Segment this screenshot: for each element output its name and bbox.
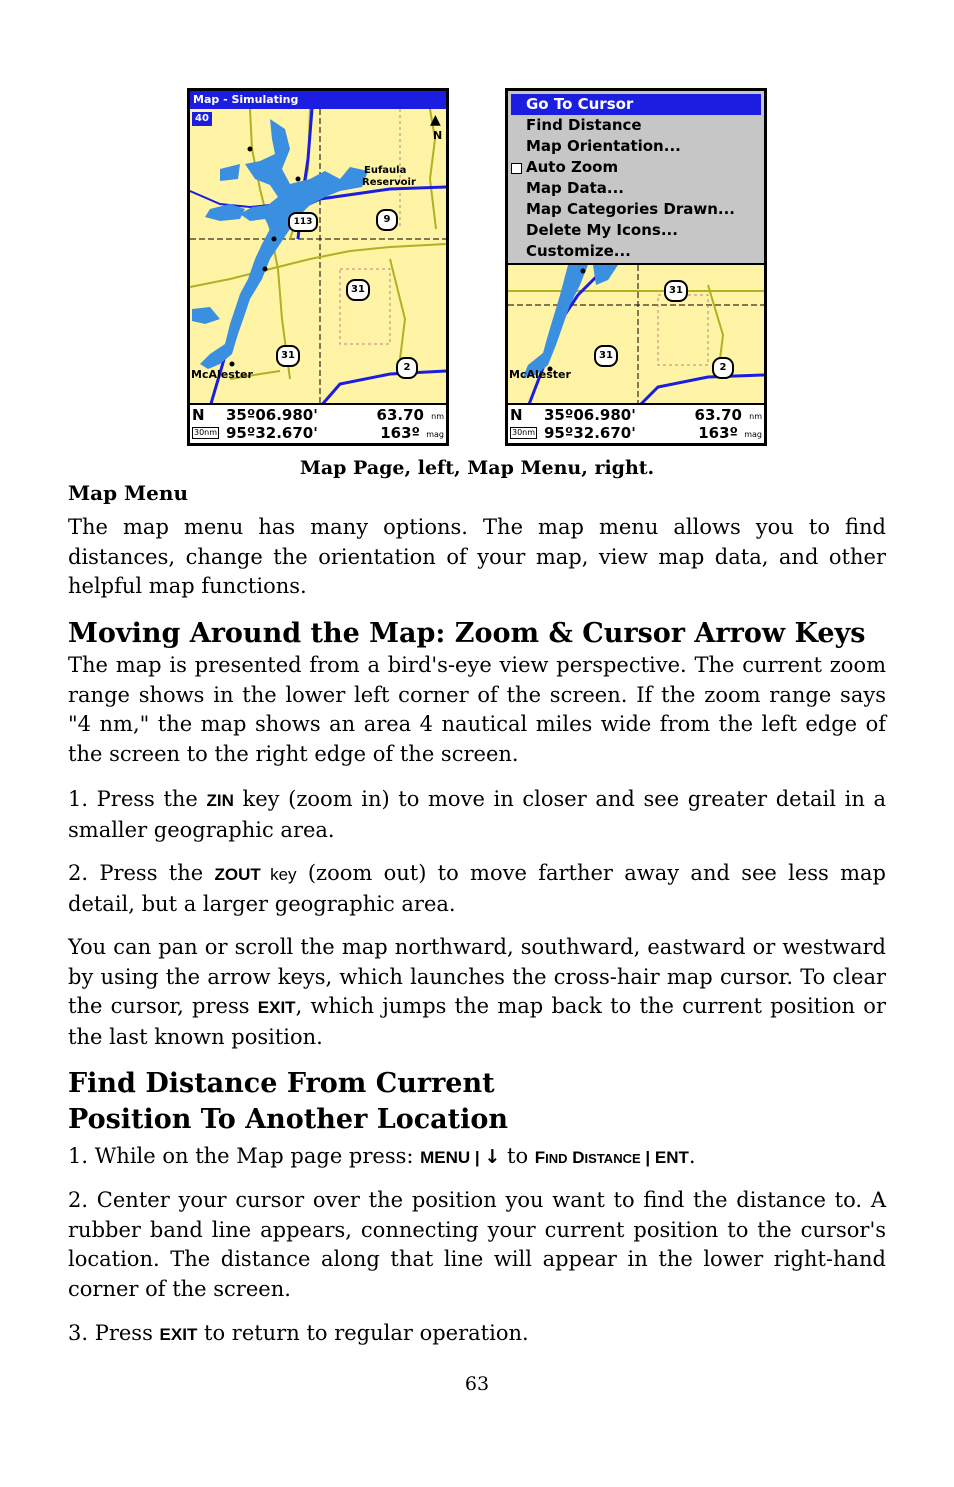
highway-shield: 113 xyxy=(288,212,318,232)
step-text: 1. While on the Map page press: xyxy=(68,1144,421,1168)
down-arrow-icon: ↓ xyxy=(484,1146,501,1168)
place-label: McAlester xyxy=(509,368,571,381)
map-menu-screenshot xyxy=(505,88,767,446)
menu-item-delete-my-icons[interactable]: Delete My Icons... xyxy=(526,221,678,239)
zoom-range: 30nm xyxy=(512,428,536,437)
step-text: . xyxy=(688,1144,696,1168)
interstate-shield: 40 xyxy=(192,112,212,126)
key-menu: MENU xyxy=(420,1148,471,1167)
step-zoom-out xyxy=(68,859,886,919)
map-view xyxy=(508,265,764,407)
pan-text: , which jumps the map back to the current position or the last known position. xyxy=(68,994,886,1049)
menu-item-map-orientation[interactable]: Map Orientation... xyxy=(526,137,681,155)
step-find-1 xyxy=(68,1142,886,1174)
key-exit: EXIT xyxy=(257,998,296,1017)
key-find-distance-f: F xyxy=(534,1148,546,1167)
step-text: 2. Press the xyxy=(68,861,215,885)
menu-item-find-distance[interactable]: Find Distance xyxy=(526,116,642,134)
highway-shield: 31 xyxy=(594,345,618,367)
latitude: 35º06.980' xyxy=(226,406,318,424)
key-find-distance-istance: ISTANCE xyxy=(584,1151,641,1166)
pan-text: You can pan or scroll the map northward, southward, eastward or westward by using the arrow keys, which launches the cross-hair map cursor. To clear the cursor, press xyxy=(68,935,886,1018)
place-label: Reservoir xyxy=(362,177,416,188)
section-heading-find-distance-1: Find Distance From Current xyxy=(68,1068,495,1099)
section-heading-find-distance-2: Position To Another Location xyxy=(68,1104,509,1135)
step-find-3 xyxy=(68,1319,886,1350)
highway-shield: 31 xyxy=(664,280,688,302)
auto-zoom-checkbox[interactable] xyxy=(511,163,522,174)
page-number: 63 xyxy=(464,1373,490,1395)
highway-shield: 31 xyxy=(346,279,370,301)
menu-item-go-to-cursor[interactable]: Go To Cursor xyxy=(511,94,761,115)
section-heading-moving: Moving Around the Map: Zoom & Cursor Arrow Keys xyxy=(68,618,866,649)
separator: | xyxy=(640,1148,655,1167)
place-label: McAlester xyxy=(191,368,253,381)
zoom-range: 30nm xyxy=(194,428,218,437)
latitude: 35º06.980' xyxy=(544,406,636,424)
step-text: key (zoom in) to move in closer and see greater detail in a smaller geographic area. xyxy=(68,787,887,842)
key-zin: ZIN xyxy=(206,791,234,810)
step-text: to xyxy=(500,1144,535,1168)
paragraph-pan xyxy=(68,933,886,1052)
heading: 163º xyxy=(380,424,420,442)
step-text: 3. Press xyxy=(68,1321,160,1345)
step-text: (zoom out) to move farther away and see less map detail, but a larger geographic area. xyxy=(68,861,886,916)
place-label: Eufaula xyxy=(364,165,407,176)
status-bar xyxy=(190,403,446,443)
menu-item-map-data[interactable]: Map Data... xyxy=(526,179,624,197)
longitude: 95º32.670' xyxy=(226,424,318,442)
menu-item-auto-zoom[interactable] xyxy=(508,157,764,178)
step-zoom-in xyxy=(68,785,886,845)
speed-unit: nm xyxy=(749,412,762,421)
paragraph-moving-intro: The map is presented from a bird's-eye view perspective. The current zoom range shows in the lower left corner of the screen. If the zoom range says "4 nm," the map shows an area 4 nautical miles wide from the left edge of the screen to the right edge of the screen. xyxy=(68,653,886,766)
highway-shield: 2 xyxy=(712,357,734,379)
longitude: 95º32.670' xyxy=(544,424,636,442)
menu-item-customize[interactable]: Customize... xyxy=(526,242,631,260)
key-find-distance-ind: IND xyxy=(545,1151,568,1166)
north-label: N xyxy=(433,129,443,142)
status-bar xyxy=(508,403,764,443)
section-heading-map-menu: Map Menu xyxy=(68,481,188,505)
highway-shield: 9 xyxy=(376,209,398,231)
highway-shield: 2 xyxy=(396,357,418,379)
paragraph-map-menu: The map menu has many options. The map menu allows you to find distances, change the orientation of your map, view map data, and other helpful map functions. xyxy=(68,515,886,598)
step-text: to return to regular operation. xyxy=(197,1321,529,1345)
step-text: 1. Press the xyxy=(68,787,207,811)
speed-unit: nm xyxy=(431,412,444,421)
key-word: key xyxy=(260,865,297,884)
key-zout: ZOUT xyxy=(214,865,261,884)
map-menu xyxy=(508,91,764,265)
heading: 163º xyxy=(698,424,738,442)
map-title: Map - Simulating xyxy=(190,91,446,109)
heading-unit: mag xyxy=(744,430,762,439)
lat-prefix: N xyxy=(192,406,205,424)
north-arrow-icon: ▲ xyxy=(430,112,441,128)
menu-item-label: Auto Zoom xyxy=(526,158,619,176)
lat-prefix: N xyxy=(510,406,523,424)
speed: 63.70 xyxy=(694,406,742,424)
step-find-2: 2. Center your cursor over the position you want to find the distance to. A rubber band line appears, connecting your current position to the cursor's location. The distance along that line will appear in the lower right-hand corner of the screen. xyxy=(68,1188,886,1301)
key-find-distance-d: D xyxy=(567,1148,585,1167)
speed: 63.70 xyxy=(376,406,424,424)
key-exit: EXIT xyxy=(159,1325,198,1344)
heading-unit: mag xyxy=(426,430,444,439)
menu-item-map-categories-drawn[interactable]: Map Categories Drawn... xyxy=(526,200,735,218)
highway-shield: 31 xyxy=(276,345,300,367)
separator: | xyxy=(470,1148,485,1167)
figure-caption: Map Page, left, Map Menu, right. xyxy=(299,457,655,479)
key-ent: ENT xyxy=(654,1148,689,1167)
map-page-screenshot xyxy=(187,88,449,446)
